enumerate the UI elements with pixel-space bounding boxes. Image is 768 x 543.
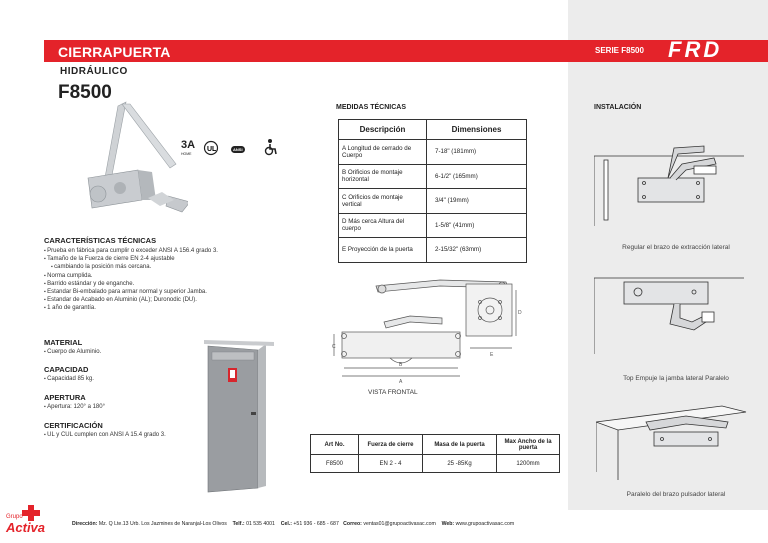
list-item: ▪ 1 año de garantía. — [44, 304, 218, 312]
footer-contact: Dirección: Mz. Q Lte.13 Urb. Los Jazmines de Naranjal-Los Olivos Telf.: 01 535 4001 Cel.: +51 936 - 685 - 687 Correo: ventas01@grupoactivasac.com Web: www.grupoactivasac.com — [72, 521, 515, 527]
drawing-caption: VISTA FRONTAL — [368, 389, 418, 396]
table-header: Max Ancho de la puerta — [497, 435, 560, 455]
certificacion-title: CERTIFICACIÓN — [44, 421, 103, 430]
table-row: B Orificios de montaje horizontal 6-1/2" (165mm) — [339, 164, 527, 189]
install-diagram-3 — [596, 402, 756, 482]
table-header: Art No. — [311, 435, 359, 455]
apertura-title: APERTURA — [44, 393, 86, 402]
grupo-activa-logo-icon — [20, 505, 42, 521]
email-link[interactable]: ventas01@grupoactivasac.com — [363, 521, 436, 527]
dim-letter-b: B — [399, 362, 403, 368]
product-model: F8500 — [58, 82, 112, 103]
install-diagram-1 — [594, 138, 754, 228]
table-header: Fuerza de cierre — [359, 435, 423, 455]
list-item: ▪ Cuerpo de Aluminio. — [44, 348, 101, 356]
brand-logo: FRD — [668, 37, 723, 62]
dimensions-table — [338, 119, 527, 263]
list-item: ▪ Estandar de Acabado en Aluminio (AL); Duronodic (DU). — [44, 296, 218, 304]
install-caption-1: Regular el brazo de extracción lateral — [622, 244, 730, 251]
door-image — [204, 338, 276, 496]
table-row: D Más cerca Altura del cuerpo 1-5/8" (41mm) — [339, 213, 527, 238]
ul-listed-icon — [203, 140, 219, 156]
dim-letter-a: A — [399, 379, 403, 385]
ansi-icon: ANSI — [233, 147, 243, 152]
apertura-list — [44, 403, 105, 411]
company-logo-activa: Activa — [6, 520, 46, 535]
caracteristicas-list — [44, 247, 218, 313]
web-link[interactable]: www.grupoactivasac.com — [455, 521, 515, 527]
specs-table — [310, 434, 560, 473]
dim-letter-d: D — [518, 310, 522, 316]
list-item: ▪ Capacidad 85 kg. — [44, 375, 94, 383]
list-item: ▪ Prueba en fábrica para cumplir o exceder ANSI A 156.4 grado 3. — [44, 247, 218, 255]
list-item: ▪ cambiando la posición más cercana. — [44, 263, 218, 271]
grade-3a-icon: 3A — [181, 139, 196, 151]
list-item: ▪ UL y CUL cumplen con ANSI A 15.4 grado 3. — [44, 431, 166, 439]
door-closer-product-image — [78, 96, 188, 220]
capacidad-title: CAPACIDAD — [44, 365, 89, 374]
grade-sub-label: HOME — [181, 152, 192, 156]
footer — [0, 513, 768, 543]
install-caption-2: Top Empuje la jamba lateral Paralelo — [623, 375, 729, 382]
series-label: SERIE F8500 — [595, 46, 644, 55]
product-subtitle: HIDRÁULICO — [60, 66, 128, 77]
list-item: ▪ Barrido estándar y de enganche. — [44, 280, 218, 288]
table-header: Masa de la puerta — [423, 435, 497, 455]
table-header: Descripción — [339, 120, 427, 140]
list-item: ▪ Apertura: 120° a 180° — [44, 403, 105, 411]
list-item: ▪ Estandar Bi-embalado para armar normal y superior Jamba. — [44, 288, 218, 296]
dim-letter-e: E — [490, 352, 494, 358]
certificacion-list — [44, 431, 166, 439]
company-logo-grupo: Grupo — [6, 514, 23, 520]
material-list — [44, 348, 101, 356]
dim-letter-c: C — [332, 344, 336, 350]
page-title: CIERRAPUERTA — [58, 44, 171, 60]
list-item: ▪ Tamaño de la Fuerza de cierre EN 2-4 ajustable — [44, 255, 218, 263]
caracteristicas-title: CARACTERÍSTICAS TÉCNICAS — [44, 236, 157, 245]
table-row: E Proyección de la puerta 2-15/32" (63mm) — [339, 238, 527, 263]
table-row: C Orificios de montaje vertical 3/4" (19mm) — [339, 189, 527, 214]
table-header: Dimensiones — [427, 120, 527, 140]
medidas-title: MEDIDAS TÉCNICAS — [336, 104, 407, 111]
capacidad-list — [44, 375, 94, 383]
list-item: ▪ Norma cumplida. — [44, 272, 218, 280]
install-diagram-2 — [594, 274, 754, 364]
table-row: A Longitud de cerrado de Cuerpo 7-18" (181mm) — [339, 140, 527, 165]
install-caption-3: Paralelo del brazo pulsador lateral — [626, 491, 726, 498]
technical-drawing — [330, 272, 530, 402]
accessibility-icon — [262, 138, 278, 156]
material-title: MATERIAL — [44, 338, 83, 347]
svg-text:UL: UL — [207, 146, 217, 153]
table-row: F8500 EN 2 - 4 25 -85Kg 1200mm — [311, 455, 560, 473]
instalacion-title: INSTALACIÓN — [594, 104, 642, 111]
